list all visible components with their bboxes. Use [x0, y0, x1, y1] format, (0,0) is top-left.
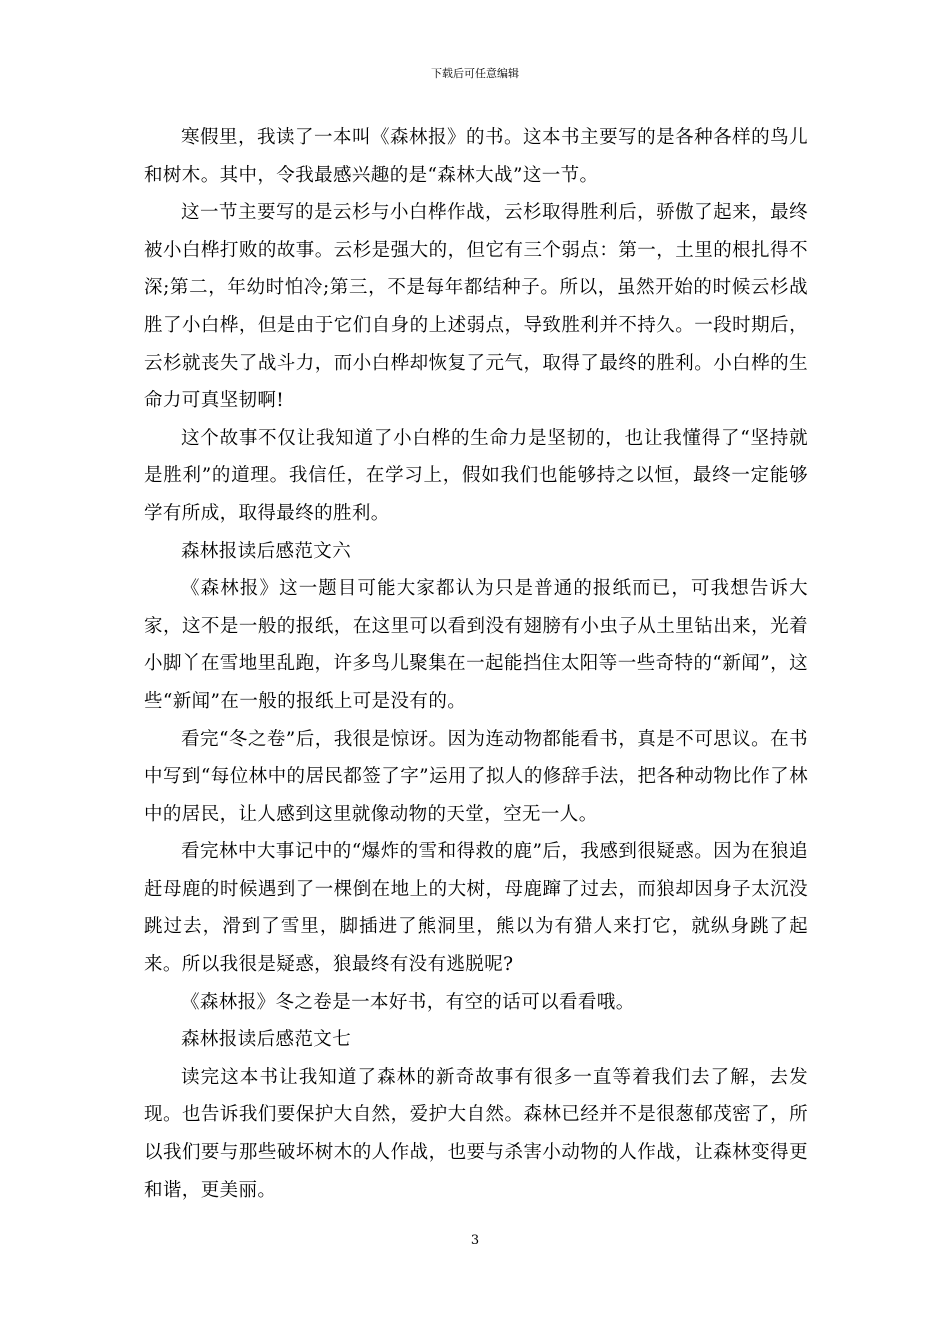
paragraph: 寒假里，我读了一本叫《森林报》的书。这本书主要写的是各种各样的鸟儿和树木。其中，令我最感兴趣的是“森林大战”这一节。 — [144, 127, 808, 186]
paragraph: 《森林报》这一题目可能大家都认为只是普通的报纸而已，可我想告诉大家，这不是一般的报纸，在这里可以看到没有翅膀有小虫子从土里钻出来，光着小脚丫在雪地里乱跑，许多鸟儿聚集在一起能挡住太阳等一些奇特的“新闻”，这些“新闻”在一般的报纸上可是没有的。 — [144, 578, 808, 712]
paragraph: 读完这本书让我知道了森林的新奇故事有很多一直等着我们去了解，去发现。也告诉我们要保护大自然，爱护大自然。森林已经并不是很葱郁茂密了，所以我们要与那些破坏树木的人作战，也要与杀害小动物的人作战，让森林变得更和谐，更美丽。 — [144, 1066, 808, 1201]
section-heading: 森林报读后感范文七 — [181, 1029, 352, 1051]
paragraph: 《森林报》冬之卷是一本好书，有空的话可以看看哦。 — [181, 991, 635, 1013]
paragraph: 这个故事不仅让我知道了小白桦的生命力是坚韧的，也让我懂得了“坚持就是胜利”的道理。我信任，在学习上，假如我们也能够持之以恒，最终一定能够学有所成，取得最终的胜利。 — [144, 427, 808, 524]
document-body — [144, 119, 808, 1209]
page-number: 3 — [470, 1233, 480, 1248]
section-heading: 森林报读后感范文六 — [181, 540, 352, 562]
paragraph: 看完林中大事记中的“爆炸的雪和得救的鹿”后，我感到很疑惑。因为在狼追赶母鹿的时候遇到了一棵倒在地上的大树，母鹿蹿了过去，而狼却因身子太沉没跳过去，滑到了雪里，脚插进了熊洞里，熊以为有猎人来打它，就纵身跳了起来。所以我很是疑惑，狼最终有没有逃脱呢? — [144, 841, 808, 976]
paragraph: 这一节主要写的是云杉与小白桦作战，云杉取得胜利后，骄傲了起来，最终被小白桦打败的故事。云杉是强大的，但它有三个弱点：第一，土里的根扎得不深;第二，年幼时怕冷;第三，不是每年都结种子。所以，虽然开始的时候云杉战胜了小白桦，但是由于它们自身的上述弱点，导致胜利并不持久。一段时期后，云杉就丧失了战斗力，而小白桦却恢复了元气，取得了最终的胜利。小白桦的生命力可真坚韧啊! — [144, 202, 808, 412]
paragraph: 看完“冬之卷”后，我很是惊讶。因为连动物都能看书，真是不可思议。在书中写到“每位林中的居民都签了字”运用了拟人的修辞手法，把各种动物比作了林中的居民，让人感到这里就像动物的天堂，空无一人。 — [144, 728, 808, 825]
page-header: 下载后可任意编辑 — [431, 67, 519, 80]
